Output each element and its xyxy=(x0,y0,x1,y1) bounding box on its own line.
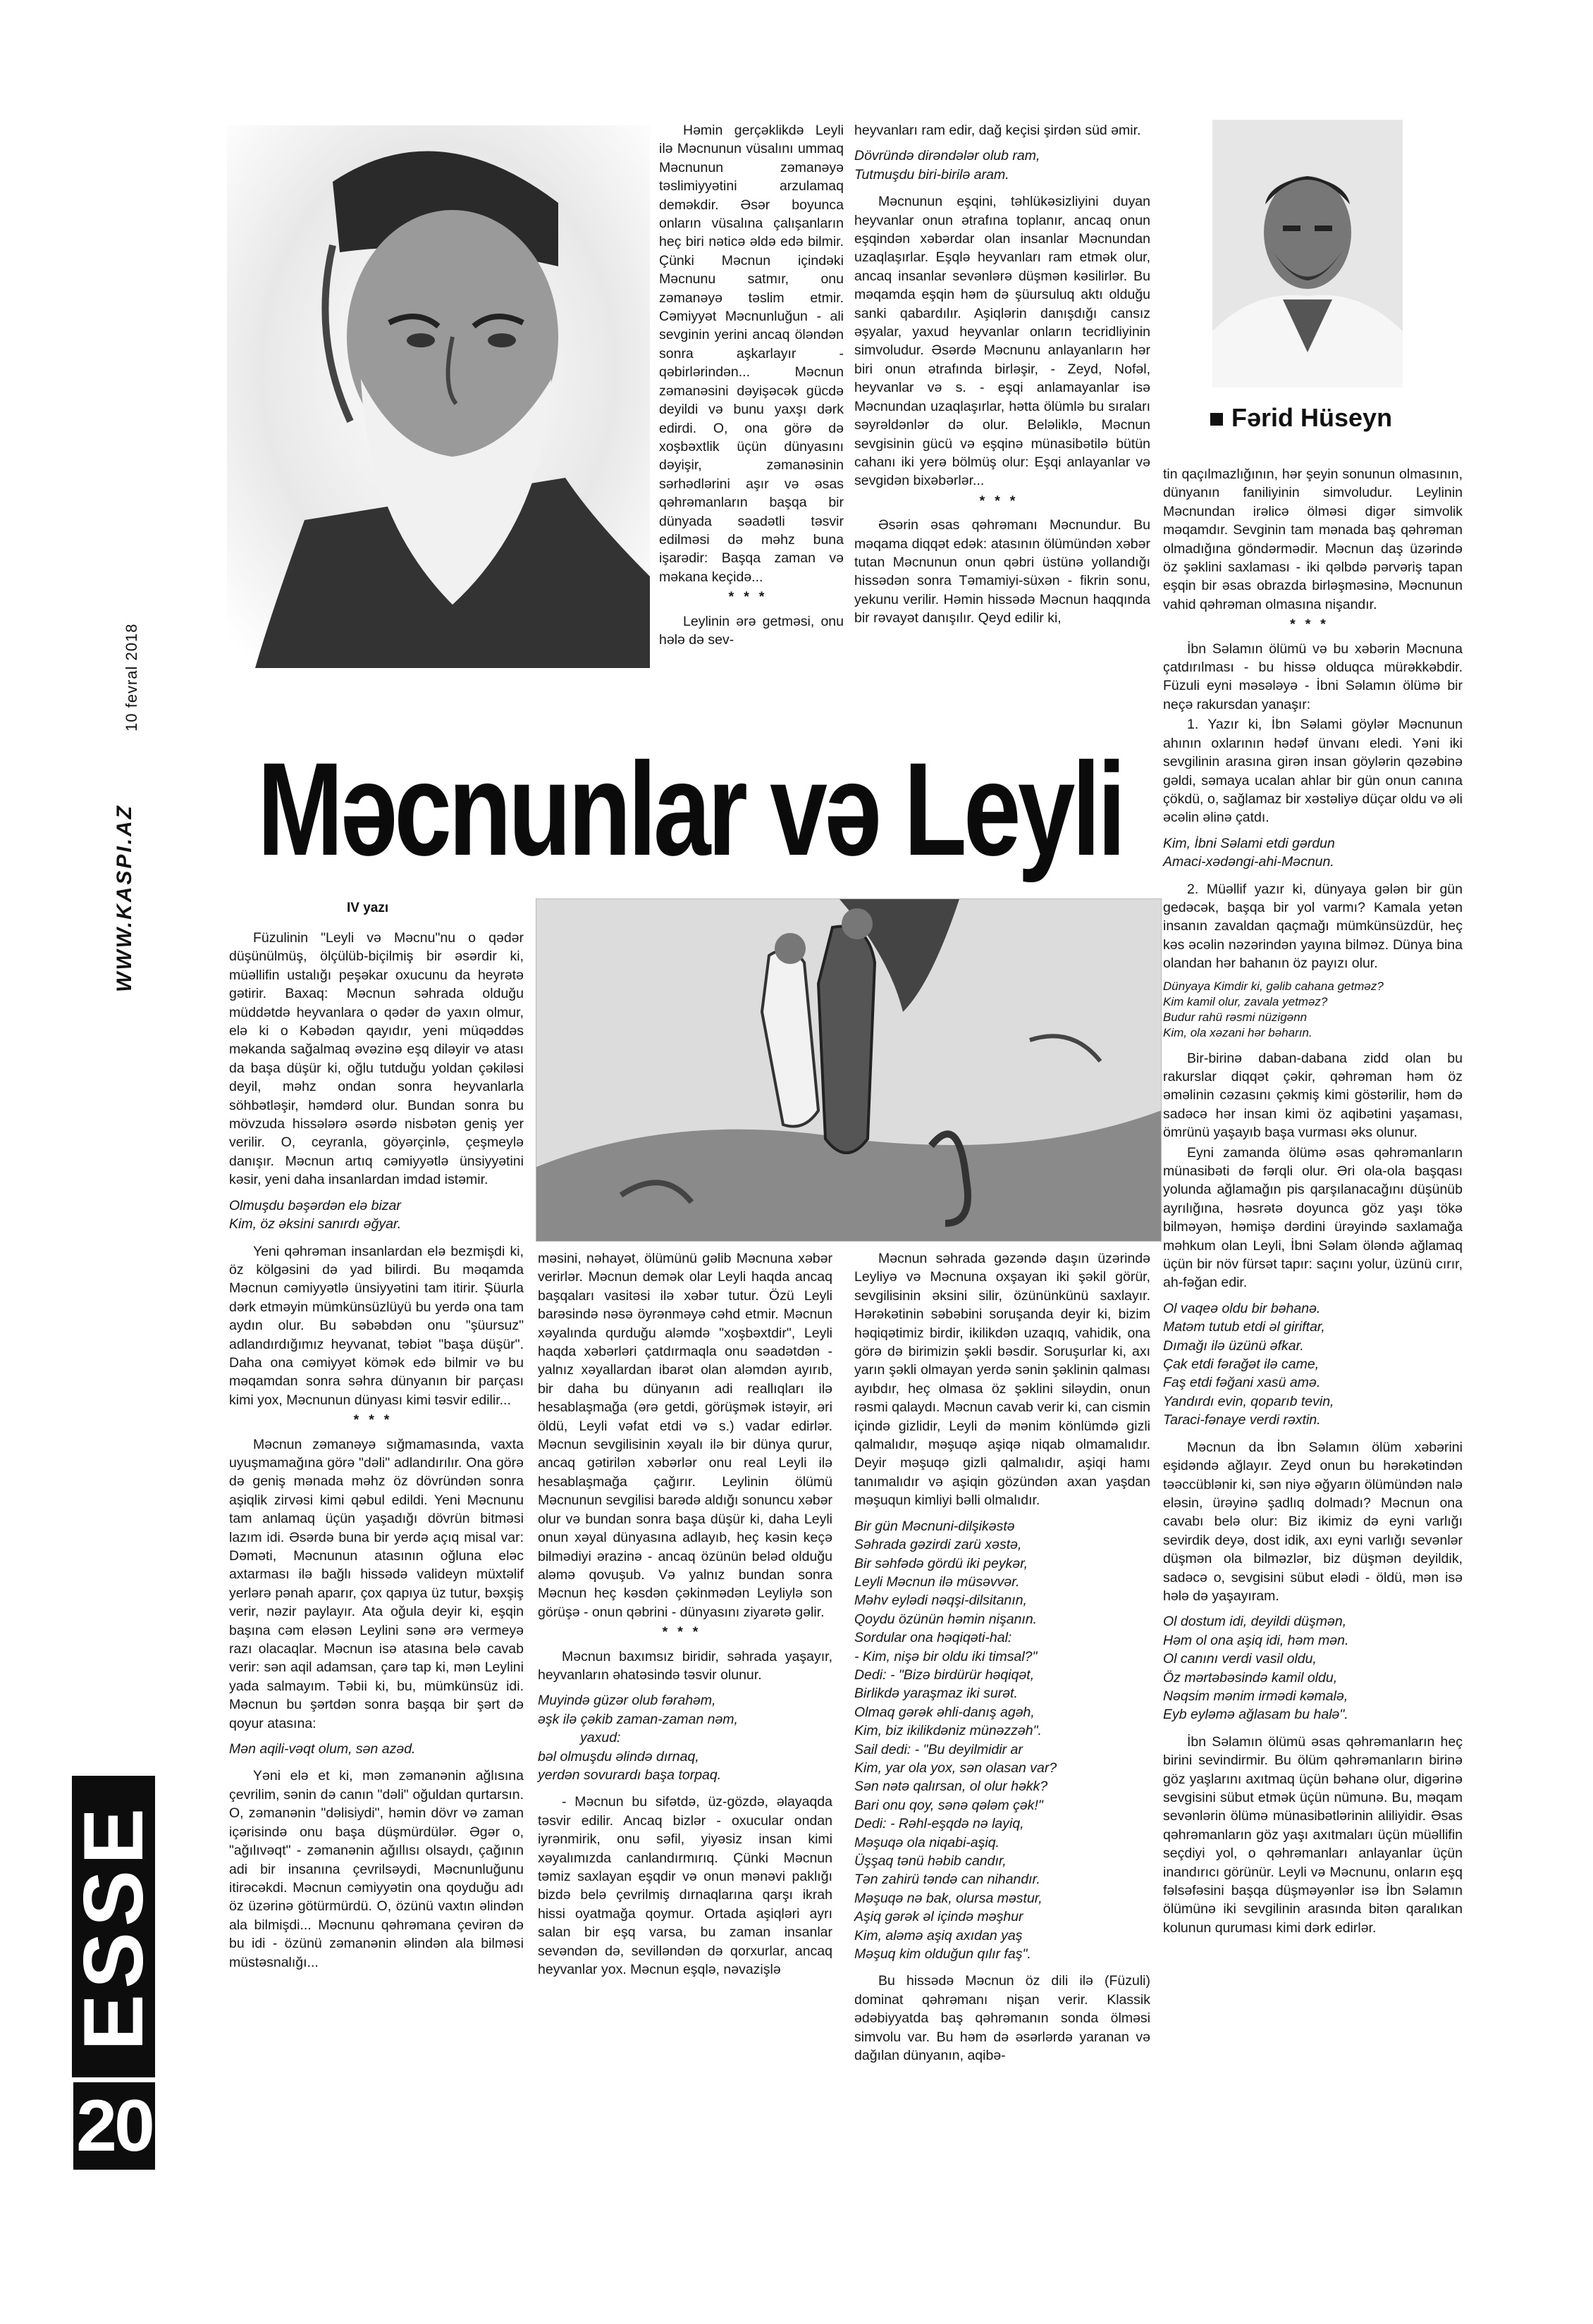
separator-stars: *** xyxy=(979,493,1026,509)
paragraph: Eyni zamanda ölümə əsas qəhrəmanların münasibəti də fərqli olur. Əri ola-ola başqası yolunda ağlamağın pis qarşılanacağını düşünüb ayrılığına, həsrətə doyunca göz yaşı tökə bilməyən, həmişə dərdini ürəyində saxlamağa məhkum olan Leyli, İbni Səlam öləndə ağlamaq üçün bir növ fürsət tapır: saçını yolur, üzünü cırır, ah-fəğan edir. xyxy=(1163,1144,1463,1291)
series-label: IV yazı xyxy=(347,901,389,915)
paragraph: 1. Yazır ki, İbn Səlami göylər Məcnunun ahının oxlarının hədəf ünvanı eledi. Yəni iki sevgilinin arasına girən insan göylərin qəzəbinə gəldi, səmaya ucalan ahlar bir gün onun canına çökdü, o, sağlamaz bir xəstəliyə düçar oldu və əli əcəlin əlinə çatdı. xyxy=(1163,717,1463,826)
paragraph: 2. Müəllif yazır ki, dünyaya gələn bir gün gedəcək, başqa bir yol varmı? Kamala yetən insanın zavaldan qaçmağı mümkünsüzdür, heç kəs əcəlin nəzərindən yayına bilməz. Dünya bina olandan hər bahanın öz payızı olur. xyxy=(1163,881,1463,972)
separator-stars: *** xyxy=(662,1624,708,1640)
paragraph: Məcnunun eşqini, təhlükəsizliyini duyan heyvanlar onun ətrafına toplanır, ancaq onun eşqindən xəbərdar olan insanlar Məcnundan uzaqlaşırlar. Eşqlə heyvanları ram etmək olur, ancaq insanlar sevənlərə düşmən kəsilirlər. Bu məqamda eşqin həm də şüursuluq aktı olduğu sanki qabardılır. Aşiqlərin danışdığı cansız əşyalar, yaxud heyvanlar onların tecridliyinin simvoludur. Əsərdə Məcnunu anlayanların hər biri onun ətrafında birləşir, - Zeyd, Nofəl, heyvanlar və s. - eşqi anlamayanlar isə Məcnundan uzaqlaşırlar, hətta ölümlə bu sıraları səyrəldənlər də olur. Beləliklə, Məcnun sevgisinin gücü və eşqinə münasibətilə bütün cahanı iki yerə bölmüş olur: Eşqi anlayanlar və sevgidən bixəbərlər... xyxy=(854,194,1150,489)
section-label: ESSE xyxy=(66,1802,161,2051)
separator-stars: *** xyxy=(728,589,775,605)
text-column-top-3 xyxy=(854,121,1150,629)
paragraph: Məcnun səhrada gəzəndə daşın üzərində Leyliyə və Məcnuna oxşayan iki şəkil görür, sevgilisinin əksini silir, özününkünü saxlayır. Hərəkətinin səbəbini soruşanda deyir ki, bizim həqiqətimiz birdir, ikilikdən uzaqıq, vahidik, ona görə də birimizin şəkli bəsdir. Soruşurlar ki, axı yarın şəkli olmayan yerdə sənin şəklinin qalması ayıbdır, heç olmasa öz şəklini siləydin, onun rəsmi qalaydı. Məcnun cavab verir ki, can cismin içində gizlidir, Leyli də mənim könlümdə gizli qalmalıdır, məşuqə aşiqə niqab olmamalıdır. Deyir məşuqə gizli qalmalıdır, aşiqi hamı tanımalıdır və aşiqin gözündən axan yaşdan məşuqun kimliyi bəlli olmalıdır. xyxy=(854,1251,1150,1509)
paragraph: İbn Səlamın ölümü və bu xəbərin Məcnuna çatdırılması - bu hissə olduqca mürəkkəbdir. Füzuli eyni məsələyə - İbni Səlamın ölümə bir neçə rakursdan yanaşır: xyxy=(1163,641,1463,712)
paragraph: Məcnun da İbn Səlamın ölüm xəbərini eşidəndə ağlayır. Zeyd onun bu hərəkətindən təəccüblənir ki, sən niyə əğyarın ölümündən nalə eləsin, ürəyinə şadlıq dolmadı? Məcnun ona cavabı belə olur: Biz ikimiz də eyni varlığı sevirdik deyə, dost idik, axı eyni varlığı sevənlər düşmən ola bilməzlər, biz düşmən deyildik, sadəcə o, sevgisini sübut elədi - öldü, mən isə hələ də yaşayıram. xyxy=(1163,1439,1463,1604)
author-name: Fərid Hüseyn xyxy=(1210,403,1392,433)
paragraph: Məcnun zəmanəyə sığmamasında, vaxta uyuşmamağına görə "dəli" adlandırılır. Ona görə də geniş mənada məhz öz dövründən sonra aşiqlik zirvəsi kimi qəbul edildi. Yeni Məcnunu tam anlamaq üçün yaşadığı dövrün bitməsi lazım idi. Əsərdə buna bir yerdə açıq misal var: Dəməti, Məcnunun atasının oğluna eləc axtarması ilə bağlı hissədə valideyn müxtəlif yerlərə pənah aparır, çox qapıya üz tutur, bəxşiş verir, nəzir paylayır. Ata oğula deyir ki, eşqin başına cəm eləsən Leylini sənə ərə vermeyə razı olacaqlar. Məcnun isə atasına belə cavab verir: sən aqil adamsan, çarə tap ki, mən Leylini yada salmayım. Təbii ki, bu, mümkünsüz idi. Məcnun bu şərtdən sonra başqa bir şərt də qoyur atasına: xyxy=(229,1436,524,1731)
paragraph: Bu hissədə Məcnun öz dili ilə (Füzuli) dominat qəhrəmanı nişan verir. Klassik ədəbiyyatda baş qəhrəmanın sonda ölməsi simvolu var. Bu həm də əsərlərdə yaranan və dağılan dünyanın, aqibə- xyxy=(854,1973,1150,2064)
portrait-photo xyxy=(227,125,650,668)
verse: Kim, İbni Səlami etdi gərdun Amaci-xədəngi-ahi-Məcnun. xyxy=(1163,835,1335,870)
paragraph: Bir-birinə daban-dabana zidd olan bu rakurslar diqqət çəkir, qəhrəman həm öz əməlinin cəzasını çəkmiş kimi göstərilir, həm də sadəcə hər insan kimi öz aqibətini yaşaması, ömrünü yaşayıb başa vurması əks olunur. xyxy=(1163,1050,1463,1141)
page-number: 20 xyxy=(73,2082,155,2170)
verse: Dünyaya Kimdir ki, gəlib cahana getməz? Kim kamil olur, zavala yetməz? Budur rahü rəsmi nüzigənn Kim, ola xəzani hər bəharın. xyxy=(1163,979,1384,1039)
paragraph: heyvanları ram edir, dağ keçisi şirdən süd əmir. xyxy=(854,123,1141,138)
issue-date: 10 fevral 2018 xyxy=(123,623,140,731)
verse: Ol dostum idi, deyildi düşmən, Həm ol ona aşiq idi, həm mən. Ol canını verdi vasil oldu, Öz mərtəbəsində kamil oldu, Nəqsim mənim irmədi kəmalə, Eyb eyləmə ağlasam bu halə". xyxy=(1163,1614,1349,1723)
paragraph: İbn Səlamın ölümü əsas qəhrəmanların heç birini sevindirmir. Bu ölüm qəhrəmanların birinə göz yaşlarını axıtmaq üçün bəhanə olur, digərinə sevgisini sübut etmək üçün nümunə. Bu, məqam sevənlərin ölümə münasibətlərinin aliliyidir. Əsas qəhrəmanların göz yaşı axıtmaları üçün müəllifin seçdiyi yol, o qəhrəmanları anlayanlar üçün inandırıcı görünür. Leyli və Məcnunu, onların eşq fəlsəfəsini başqa düşməyənlər isə İbn Səlamın ölümünə iki sevgilinin arasında bitən qaralıkan kolunun quruması kimi dərk edirlər. xyxy=(1163,1733,1463,1936)
miniature-image xyxy=(536,898,1162,1242)
text-column-top-2 xyxy=(659,121,844,650)
verse: Muyində güzər olub fərahəm, əşk ilə çəkib zaman-zaman nəm, yaxud: bəl olmuşdu əlində dırnaq, yerdən sovurardı başa torpaq. xyxy=(538,1693,738,1783)
separator-stars: *** xyxy=(353,1412,400,1428)
paragraph: Yəni elə et ki, mən zəmanənin ağlısına çevrilim, sənin də canın "dəli" oğuldan qurtarsın. O, zəmanənin "dəlisiydi", həmin dövr və zaman içərisində onu başa düşmürdülər. Əgər o, "ağılıvəqt" - zəmanənin ağıllısı olsaydı, çağının adi bir insanına çevrilsəydi, Məcnunluğunu itirəcəkdi. Məcnun cəmiyyətin ona qoyduğu adı öz üzərinə götürmürdü. O, özünü vaxtın əlindən ala bilmişdi... Məcnunu qəhrəmana çevirən də bu idi - özünü zəmanənin əlindən ala bilməsi müstəsnalığı... xyxy=(229,1768,524,1970)
website-label: WWW.KASPI.AZ xyxy=(113,803,136,992)
text-column-bottom-2 xyxy=(538,1249,832,1980)
verse: Ol vaqeə oldu bir bəhanə. Matəm tutub etdi əl giriftar, Dımağı ilə üzünü əfkar. Çak etdi fərağət ilə came, Faş etdi fəğani xasü amə. Yandırdı evin, qoparıb tevin, Taraci-fənaye verdi rəxtin. xyxy=(1163,1300,1334,1428)
verse: Mən aqili-vəqt olum, sən azəd. xyxy=(229,1741,416,1757)
paragraph: məsini, nəhayət, ölümünü gəlib Məcnuna xəbər verirlər. Məcnun demək olar Leyli haqda ancaq başqaları vasitəsi ilə xəbər tutur. Özü Leyli barəsində nəsə öyrənməyə cəhd etmir. Məcnun xəyalında qurduğu aləmdə "xoşbəxtdir", Leyli haqda xəbərləri çatdırmaqla onu səadətdən - yalnız xəyallardan ibarət olan aləmdən ayırıb, bir daha bu dünyanın adi reallıqları ilə hesablaşmağa (ərə getdi, görüşmək istəyir, əri öldü, Leyli vəfat etdi və s.) vadar edirlər. Məcnun sevgilisinin xəyalı ilə bir dünya qurur, ancaq gətirilən xəbərlər onu real Leyli ilə hesablaşmağa çağırır. Leylinin ölümü Məcnunun sevgilisi barədə aldığı sonuncu xəbər olur və bundan sonra başa düşür ki, daha Leyli onun xəyal dünyasına adlayıb, heç kəsin keçə bilmədiyi ərazinə - ancaq özünün beləd olduğu aləmə qovuşub. Və yalnız bundan sonra Məcnun heç kəsdən çəkinmədən Leyliylə son görüşə - onun qəbrini - dünyasını ziyarətə gəlir. xyxy=(538,1251,832,1620)
text-column-right xyxy=(1163,465,1463,1939)
paragraph: tin qaçılmazlığının, hər şeyin sonunun olmasının, dünyanın faniliyinin simvoludur. Leylinin Məcnundan irəlicə ölməsi digər simvolik məqamdır. Sevginin tam mənada baş qəhrəman olmadığına göndərmədir. Məcnun daş üzərində öz şəklini saxlaması - iki qəlbdə pərvəriş tapan eşqin bir əsas obrazda birləşməsinə, Məcnunun vahid qəhrəman olmasına nişandır. xyxy=(1163,466,1463,612)
separator-stars: *** xyxy=(1290,617,1336,633)
author-photo xyxy=(1212,120,1403,388)
verse: Dövründə dirəndələr olub ram, Tutmuşdu biri-birilə aram. xyxy=(854,148,1040,183)
verse: Bir gün Məcnuni-dilşikəstə Səhrada gəzirdi zarü xəstə, Bir səhfədə gördü iki peykər, Leyli Məcnun ilə müsəvvər. Məhv eylədi nəqşi-dilsitanın, Qoydu özünün həmin nişanın. Sordular ona həqiqəti-hal: - Kim, nişə bir oldu iki timsal?" Dedi: - "Bizə birdürür həqiqət, Birlikdə yaraşmaz iki surət. Olmaq gərək əhli-danış agəh, Kim, biz ikilikdəniz münəzzəh". Sail dedi: - "Bu deyilmidir ar Kim, yar ola yox, sən olasan var? Sən nətə qalırsan, ol olur həkk? Bari onu qoy, sənə qələm çək!" Dedi: - Rəhl-eşqdə nə layiq, Məşuqə ola niqabi-aşiq. Üşşaq tənü həbib candır, Tən zahirü təndə can nihandır. Məşuqə nə bak, olursa məstur, Aşiq gərək əl içində məşhur Kim, aləmə aşiq axıdan yaş Məşuq kim olduğun qılır faş". xyxy=(854,1518,1057,1963)
paragraph: Əsərin əsas qəhrəmanı Məcnundur. Bu məqama diqqət edək: atasının ölümündən xəbər tutan Məcnunun onun qəbri üstünə yollandığı hissədən sonra Təmamiyi-süxən - fikrin sonu, yekunu verilir. Həmin hissədə Məcnun haqqında bir rəvayət danışılır. Qeyd edilir ki, xyxy=(854,517,1150,626)
article-headline: Məcnunlar və Leyli xyxy=(257,735,1123,883)
paragraph: Füzulinin "Leyli və Məcnu"nu o qədər düşünülmüş, ölçülüb-biçilmiş bir əsərdir ki, müəllifin ustalığı peşəkar oxucunu da heyrətə gətirir. Baxaq: Məcnun səhrada olduğu müddətdə heyvanlara o qədər də yaxın olmur, elə ki o Kəbədən qayıdır, yeni müqəddəs məkanda sağalmaq əvəzinə eşq diləyir və atası da başa düşür ki, oğlu tutduğu yoldan çəkiləsi deyil, məhz ondan sonra heyvanlarla söhbətləşir, həmdərd olur. Bundan sonra bu mövzuda hissələrə əsərdə nisbətən geniş yer verilir. O, ceyranla, göyərçinlə, çeşmeylə danışır. Məcnun artıq cəmiyyətlə ünsiyyətini kəsir, yeni daha insanlardan imdad istəmir. xyxy=(229,930,524,1188)
paragraph: Məcnun baxımsız biridir, səhrada yaşayır, heyvanların əhatəsində təsvir olunur. xyxy=(538,1648,832,1683)
verse: Olmuşdu bəşərdən elə bizar Kim, öz əksini sanırdı əğyar. xyxy=(229,1197,402,1232)
text-column-bottom-1 xyxy=(229,929,524,1973)
paragraph: - Məcnun bu sifətdə, üz-gözdə, əlayaqda təsvir edilir. Ancaq bizlər - oxucular ondan iyrənmirik, onu səfil, yiyəsiz insan kimi xəyalımızda canlandırmırıq. Çünki Məcnun təmiz saxlayan eşqdir və onun mənəvi paklığı bizdə belə çevrilmiş dırnaqlarına qarşı ikrah hissi oyatmağa qoymur. Ortada aşiqləri ayrı salan bir eşq varsa, bu zaman insanlar sevəndən də, sevilləndən də qorxurlar, ancaq heyvanlar yox. Məcnun eşqlə, nəvazişlə xyxy=(538,1794,832,1978)
paragraph: Yeni qəhrəman insanlardan elə bezmişdi ki, öz kölgəsini də yad bilirdi. Bu məqamda Məcnun cəmiyyətlə ünsiyyətini tam itirir. Şüurla dərk etməyin mümkünsüzlüyü bu yerdə ona tam aydın olur. Bu səbəbdən onu "şüursuz" adlandırdığımız heyvanat, təbiət "başa düşür". Daha ona cəmiyyət kömək edə bilmir və bu məqamdan sonra səhra dünyanın bir parçası kimi yox, Məcnunun dünyası kimi təsvir edilir... xyxy=(229,1243,524,1408)
paragraph: Leylinin ərə getməsi, onu hələ də sev- xyxy=(659,613,844,648)
text-column-bottom-3 xyxy=(854,1249,1150,2066)
paragraph: Həmin gerçəklikdə Leyli ilə Məcnunun vüsalını ummaq Məcnunun zəmanəyə təslimiyyətini arzulamaq deməkdir. Əsər boyunca onların vüsalına çalışanların heç biri nəticə əldə edə bilmir. Çünki Məcnun içindəki Məcnunu satmır, onu zəmanəyə təslim etmir. Cəmiyyət Məcnunluğun - ali sevginin yerini ancaq öləndən sonra aşkarlayır - qəbirlərindən... Məcnun zəmanəsini dəyişəcək gücdə deyildi və bunu yaxşı dərk edirdi. O, ona görə də xoşbəxtlik üçün dünyasını dəyişir, zəmanəsinin sərhədlərini aşır və əsas qəhrəmanların başqa bir dünyada səadətli təsvir edilməsi də məhz buna işarədir: Başqa zaman və məkana keçidə... xyxy=(659,123,844,585)
